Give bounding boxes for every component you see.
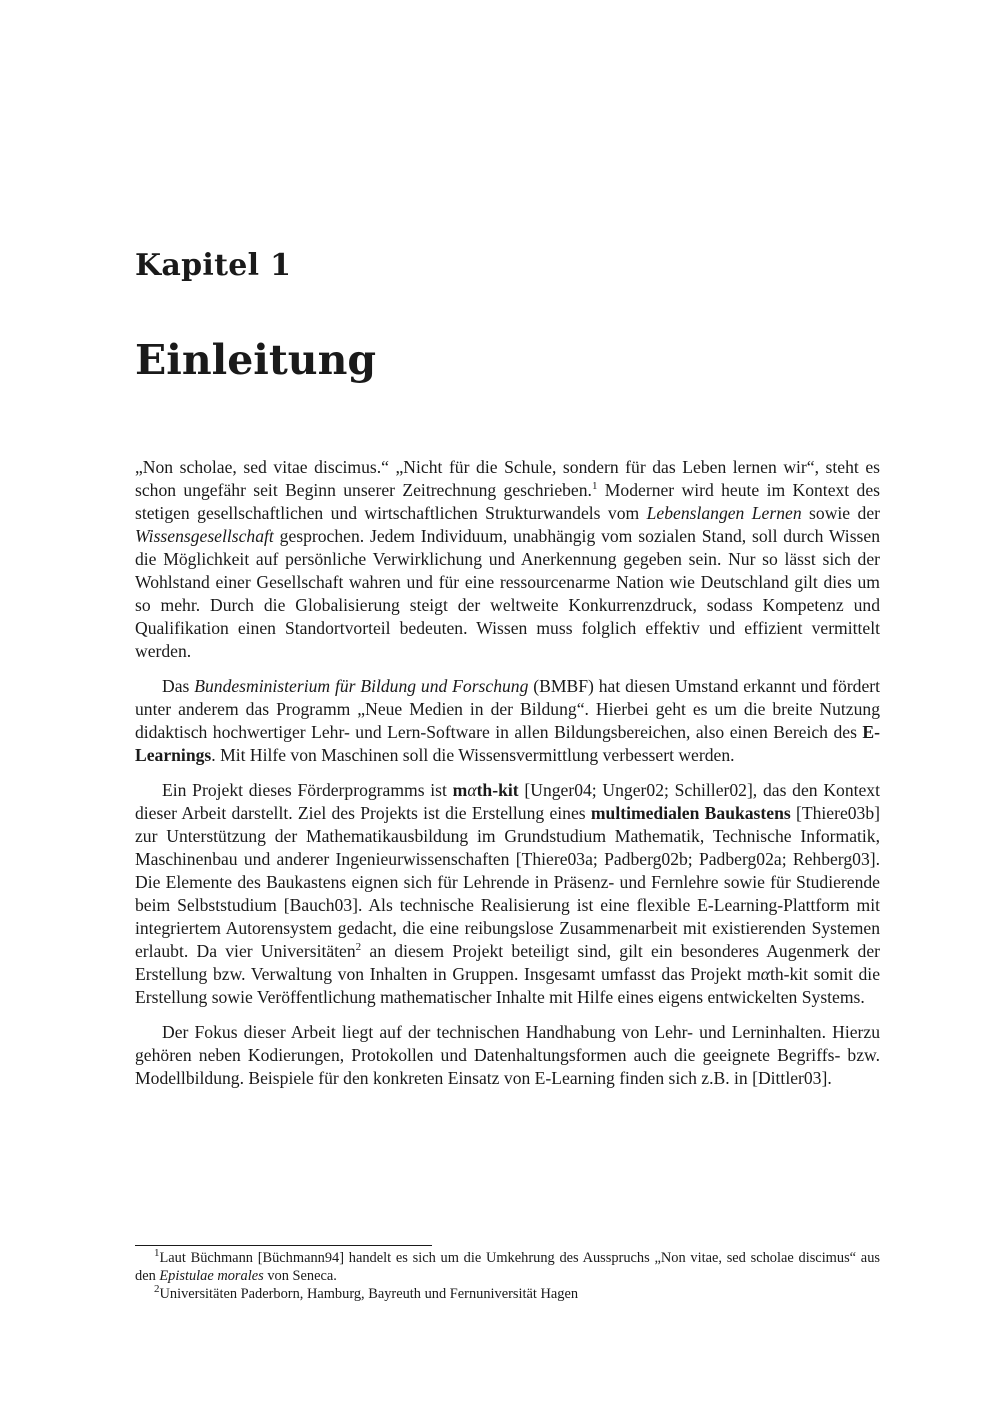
text-run: [Unger04; Unger02; Schiller02], das den Kontext dieser Arbeit darstellt. Ziel des Projekts ist die Erstellung eines [135,780,880,823]
footnote-2 [135,1285,880,1303]
footnote-1 [135,1249,880,1285]
chapter-title: Einleitung [135,336,377,384]
text-run: (BMBF) hat diesen Umstand erkannt und fördert unter anderem das Programm „Neue Medien in der Bildung“. Hierbei geht es um die breite Nutzung didaktisch hochwertiger Lehr- und Lern-Software in allen Bildungsbereichen, also einen Bereich des [135,676,880,742]
text-run: sowie der [801,503,880,523]
text-run: . Mit Hilfe von Maschinen soll die Wissensvermittlung verbessert werden. [211,745,735,765]
paragraph-intro [135,456,880,663]
footnote-divider [135,1245,432,1246]
text-run: von Seneca. [263,1268,337,1284]
paragraph-bmbf [135,675,880,767]
paragraph-mathkit [135,779,880,1009]
paragraph-focus: Der Fokus dieser Arbeit liegt auf der technischen Handhabung von Lehr- und Lerninhalten. Hierzu gehören neben Kodierungen, Protokollen und Datenhaltungsformen auch die geeignete Begriffs- bzw. Modellbildung. Beispiele für den konkreten Einsatz von E-Learning finden sich z.B. in [Dittler03]. [135,1022,880,1088]
strong-mathkit [453,780,519,800]
text-run: th-kit somit die Erstellung sowie Veröffentlichung mathematischer Inhalte mit Hilfe eines eigens entwickelten Systems. [135,964,880,1007]
text-run: „Non scholae, sed vitae discimus.“ „Nicht für die Schule, sondern für das Leben lernen wir“, steht es schon ungefähr seit Beginn unserer Zeitrechnung geschrieben. [135,457,880,500]
footnote-ref-2: 2 [355,941,362,954]
text-run: Universitäten Paderborn, Hamburg, Bayreuth und Fernuniversität Hagen [159,1286,579,1302]
text-run: gesprochen. Jedem Individuum, unabhängig vom sozialen Stand, soll durch Wissen die Möglichkeit auf persönliche Verwirklichung und Anerkennung gegeben sein. Nur so lässt sich der Wohlstand einer Gesellschaft wahren und für eine ressourcenarme Nation wie Deutschland gilt dies um so mehr. Durch die Globalisierung steigt der weltweite Konkurrenzdruck, sodass Kompetenz und Qualifikation einen Standortvorteil bedeuten. Wissen muss folglich effektiv und effizient vermittelt werden. [135,526,880,661]
footnote-number: 1 [154,1247,160,1260]
strong-e-learnings: E-Learnings [135,722,880,765]
text-run: m [452,780,468,800]
text-run: an diesem Projekt beteiligt sind, gilt ein besonderes Augenmerk der Erstellung bzw. Verwaltung von Inhalten in Gruppen. Insgesamt umfasst das Projekt m [135,941,880,984]
chapter-body [135,456,880,1102]
footnotes [135,1249,880,1303]
emphasis-knowledge-society: Wissensgesellschaft [135,526,274,546]
footnote-ref-1: 1 [591,480,598,493]
strong-multimedia-kit: multimedialen Baukastens [590,803,791,823]
emphasis-lifelong-learning: Lebenslangen Lernen [646,503,802,523]
emphasis-ministry: Bundesministerium für Bildung und Forschung [194,676,529,696]
text-run: Das [162,676,195,696]
emphasis-epistulae: Epistulae morales [159,1268,264,1284]
text-run: Laut Büchmann [Büchmann94] handelt es sich um die Umkehrung des Ausspruchs „Non vitae, sed scholae discimus“ aus den [135,1250,880,1284]
chapter-label: Kapitel 1 [135,248,292,283]
footnote-number: 2 [154,1283,160,1296]
text-run: [Thiere03b] zur Unterstützung der Mathematikausbildung im Grundstudium Mathematik, Technische Informatik, Maschinenbau und anderer Ingenieurwissenschaften [Thiere03a; Padberg02b; Padberg02a; Rehberg03]. Die Elemente des Baukastens eignen sich für Lehrende in Präsenz- und Fernlehre sowie für Studierende beim Selbststudium [Bauch03]. Als technische Realisierung ist eine flexible E-Learning-Plattform mit integriertem Autorensystem gedacht, die eine reibungslose Zusammenarbeit mit existierenden Systemen erlaubt. Da vier Universitäten [135,803,881,961]
text-run: Moderner wird heute im Kontext des stetigen gesellschaftlichen und wirtschaftlichen Strukturwandels vom [135,480,880,523]
alpha-glyph: α [760,964,770,984]
text-run: th-kit [476,780,519,800]
alpha-glyph: α [467,780,477,800]
text-run: Ein Projekt dieses Förderprogramms ist [162,780,453,800]
